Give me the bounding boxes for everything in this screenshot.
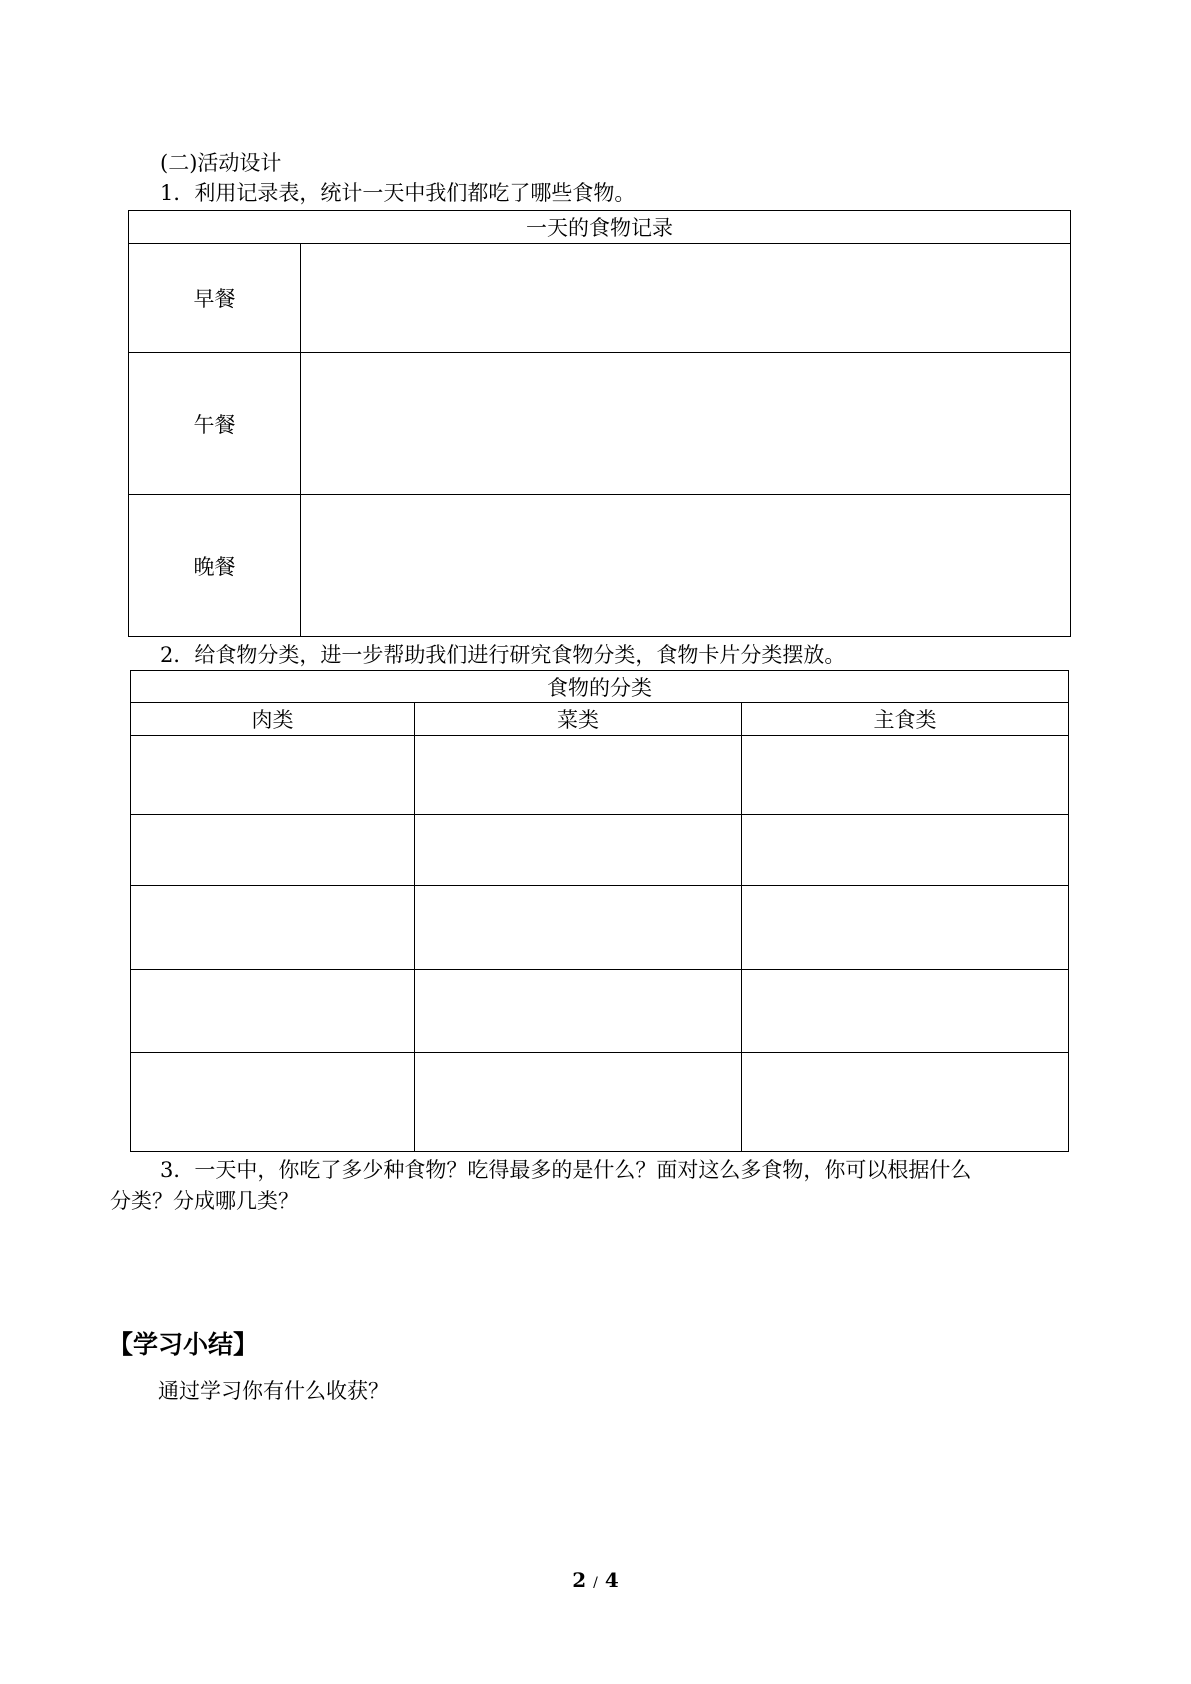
category-cell[interactable] [131, 970, 415, 1053]
task-3-line-2: 分类？分成哪几类？ [110, 1189, 299, 1213]
category-cell[interactable] [131, 736, 415, 815]
category-cell[interactable] [742, 815, 1069, 886]
category-cell[interactable] [415, 970, 742, 1053]
section-heading: (二)活动设计 [160, 151, 282, 175]
page-total: 4 [604, 1568, 619, 1592]
summary-question: 通过学习你有什么收获？ [158, 1379, 389, 1403]
page-number [0, 1566, 1191, 1597]
meal-label-breakfast: 早餐 [129, 244, 301, 353]
food-category-table-title: 食物的分类 [131, 671, 1069, 703]
category-cell[interactable] [131, 815, 415, 886]
table-row [131, 1053, 1069, 1152]
meal-label-dinner: 晚餐 [129, 495, 301, 637]
meal-entry-breakfast[interactable] [301, 244, 1071, 353]
category-cell[interactable] [415, 1053, 742, 1152]
category-cell[interactable] [742, 970, 1069, 1053]
meal-entry-dinner[interactable] [301, 495, 1071, 637]
table-row [131, 886, 1069, 970]
category-cell[interactable] [742, 736, 1069, 815]
table-row [131, 815, 1069, 886]
task-1-text: 1．利用记录表，统计一天中我们都吃了哪些食物。 [160, 181, 636, 205]
category-cell[interactable] [131, 886, 415, 970]
category-cell[interactable] [742, 1053, 1069, 1152]
column-header-staple-food: 主食类 [742, 703, 1069, 736]
task-3-line-1: 3．一天中，你吃了多少种食物？吃得最多的是什么？面对这么多食物，你可以根据什么 [160, 1158, 972, 1182]
column-header-meat: 肉类 [131, 703, 415, 736]
page-current: 2 [572, 1568, 587, 1592]
food-category-table [130, 670, 1069, 1152]
table-row [131, 736, 1069, 815]
category-cell[interactable] [131, 1053, 415, 1152]
category-cell[interactable] [415, 736, 742, 815]
food-record-table [128, 210, 1071, 637]
category-cell[interactable] [415, 886, 742, 970]
meal-entry-lunch[interactable] [301, 353, 1071, 495]
category-cell[interactable] [742, 886, 1069, 970]
summary-title: 【学习小结】 [108, 1330, 259, 1359]
task-2-text: 2．给食物分类，进一步帮助我们进行研究食物分类，食物卡片分类摆放。 [160, 643, 846, 667]
category-cell[interactable] [415, 815, 742, 886]
meal-label-lunch: 午餐 [129, 353, 301, 495]
page-separator: / [593, 1575, 598, 1591]
table-row [131, 970, 1069, 1053]
food-record-table-title: 一天的食物记录 [129, 211, 1071, 244]
column-header-vegetables: 菜类 [415, 703, 742, 736]
